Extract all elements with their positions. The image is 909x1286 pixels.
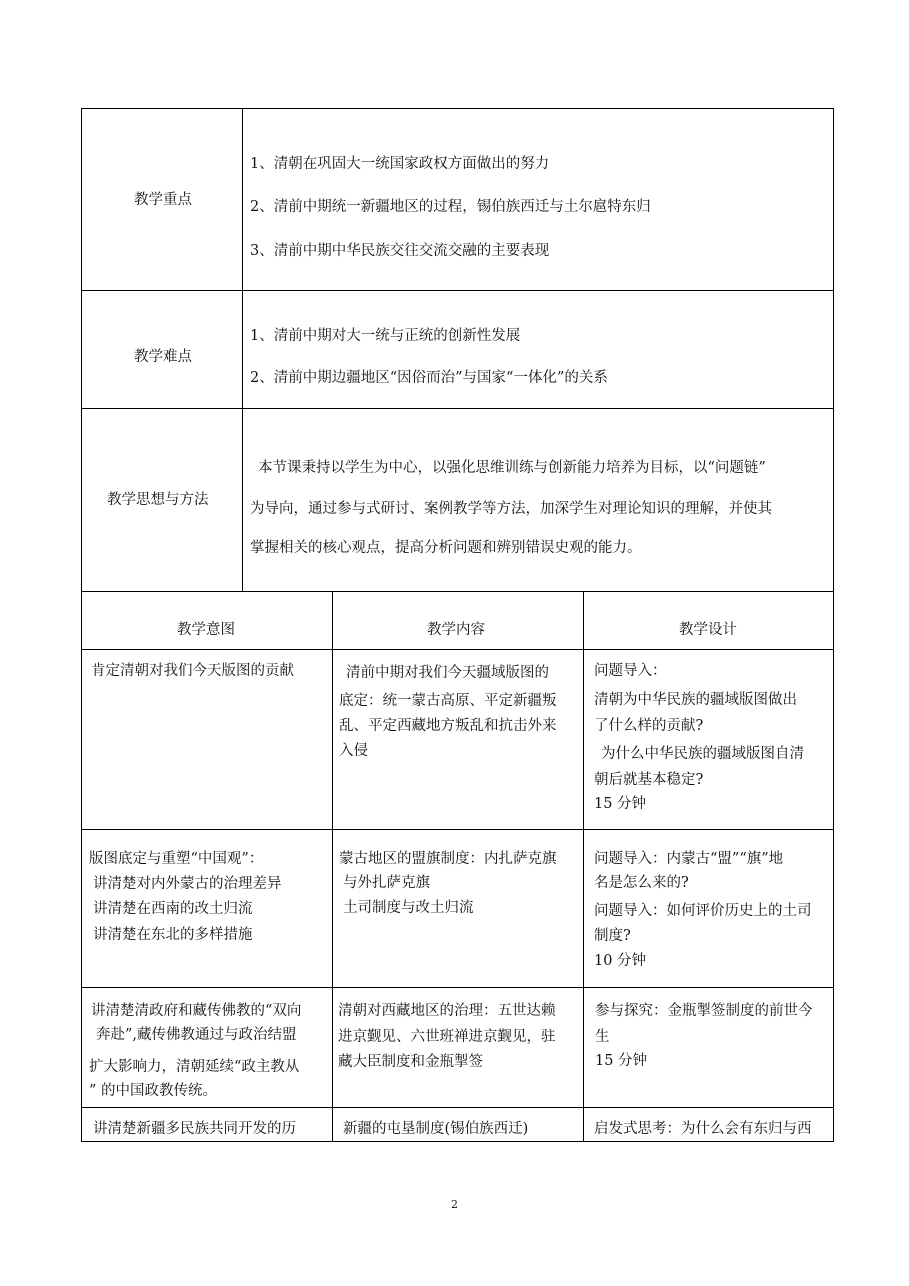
header-intent: 教学意图 [177, 622, 235, 638]
row2-design-line: 制度? [594, 928, 631, 944]
row1-content-line: 清前中期对我们今天疆域版图的 [346, 665, 549, 681]
key-point-1: 1、清朝在巩固大一统国家政权方面做出的努力 [250, 156, 550, 172]
methods-line-2: 为导向，通过参与式研讨、案例教学等方法，加深学生对理论知识的理解，并使其 [250, 501, 772, 517]
difficulties-label: 教学难点 [134, 349, 192, 365]
methods-line-1: 本节课秉持以学生为中心，以强化思维训练与创新能力培养为目标，以“问题链” [258, 460, 766, 476]
row1-content-line: 底定：统一蒙古高原、平定新疆叛 [339, 693, 557, 709]
row2-content-line: 与外扎萨克旗 [343, 875, 430, 891]
row2-intent-line: 讲清楚在西南的改土归流 [93, 901, 253, 917]
row-divider [82, 408, 833, 409]
row-divider [82, 591, 833, 592]
difficulty-2: 2、清前中期边疆地区“因俗而治”与国家“一体化”的关系 [250, 370, 608, 386]
difficulty-1: 1、清前中期对大一统与正统的创新性发展 [250, 328, 521, 344]
row2-intent-line: 讲清楚在东北的多样措施 [93, 927, 253, 943]
row3-intent-line: ” 的中国政教传统。 [89, 1083, 218, 1099]
row-divider [82, 1107, 833, 1108]
row3-content-line: 进京觐见、六世班禅进京觐见，驻 [338, 1029, 556, 1045]
methods-line-3: 掌握相关的核心观点，提高分析问题和辨别错误史观的能力。 [250, 540, 642, 556]
row3-design-line: 生 [595, 1029, 610, 1045]
header-content: 教学内容 [427, 622, 485, 638]
row4-design-line: 启发式思考：为什么会有东归与西 [594, 1121, 812, 1137]
row1-design-line: 15 分钟 [594, 796, 647, 812]
page-number: 2 [451, 1198, 458, 1211]
row3-intent-line: 讲清楚清政府和藏传佛教的“双向 [91, 1003, 302, 1019]
key-point-2: 2、清前中期统一新疆地区的过程，锡伯族西迁与土尔扈特东归 [250, 199, 651, 215]
row4-intent-line: 讲清楚新疆多民族共同开发的历 [93, 1121, 296, 1137]
row1-design-line: 了什么样的贡献? [594, 718, 704, 734]
row1-design-line: 问题导入： [594, 663, 667, 679]
row3-design-line: 参与探究：金瓶掣签制度的前世今 [595, 1003, 813, 1019]
row2-design-line: 问题导入：内蒙古“盟”“旗”地 [594, 851, 784, 867]
col-divider [242, 109, 243, 591]
row1-design-line: 为什么中华民族的疆域版图自清 [601, 746, 804, 762]
row-divider [82, 829, 833, 830]
row1-content-line: 入侵 [339, 743, 368, 759]
row2-design-line: 问题导入：如何评价历史上的土司 [594, 903, 812, 919]
col-divider [583, 591, 584, 1142]
row4-content-line: 新疆的屯垦制度(锡伯族西迁) [343, 1121, 529, 1137]
row-divider [82, 987, 833, 988]
row3-content-line: 藏大臣制度和金瓶掣签 [338, 1054, 483, 1070]
row3-intent-line: 奔赴”,藏传佛教通过与政治结盟 [96, 1027, 297, 1043]
row2-design-line: 10 分钟 [594, 953, 647, 969]
header-design: 教学设计 [679, 622, 737, 638]
row2-intent-line: 讲清楚对内外蒙古的治理差异 [93, 876, 282, 892]
col-divider [332, 591, 333, 1142]
row-divider [82, 290, 833, 291]
methods-label: 教学思想与方法 [107, 492, 209, 508]
row1-intent-line: 肯定清朝对我们今天版图的贡献 [91, 663, 294, 679]
row-divider [82, 649, 833, 650]
row1-design-line: 朝后就基本稳定? [594, 772, 704, 788]
row2-intent-line: 版图底定与重塑“中国观”： [89, 851, 264, 867]
row2-design-line: 名是怎么来的? [594, 875, 689, 891]
row2-content-line: 土司制度与改土归流 [343, 900, 474, 916]
row1-content-line: 乱、平定西藏地方叛乱和抗击外来 [339, 718, 557, 734]
key-points-label: 教学重点 [134, 192, 192, 208]
key-point-3: 3、清前中期中华民族交往交流交融的主要表现 [250, 243, 550, 259]
row3-design-line: 15 分钟 [595, 1053, 648, 1069]
row2-content-line: 蒙古地区的盟旗制度：内扎萨克旗 [339, 851, 557, 867]
row1-design-line: 清朝为中华民族的疆域版图做出 [594, 692, 797, 708]
row3-intent-line: 扩大影响力，清朝延续“政主教从 [89, 1059, 300, 1075]
row3-content-line: 清朝对西藏地区的治理：五世达赖 [338, 1003, 556, 1019]
